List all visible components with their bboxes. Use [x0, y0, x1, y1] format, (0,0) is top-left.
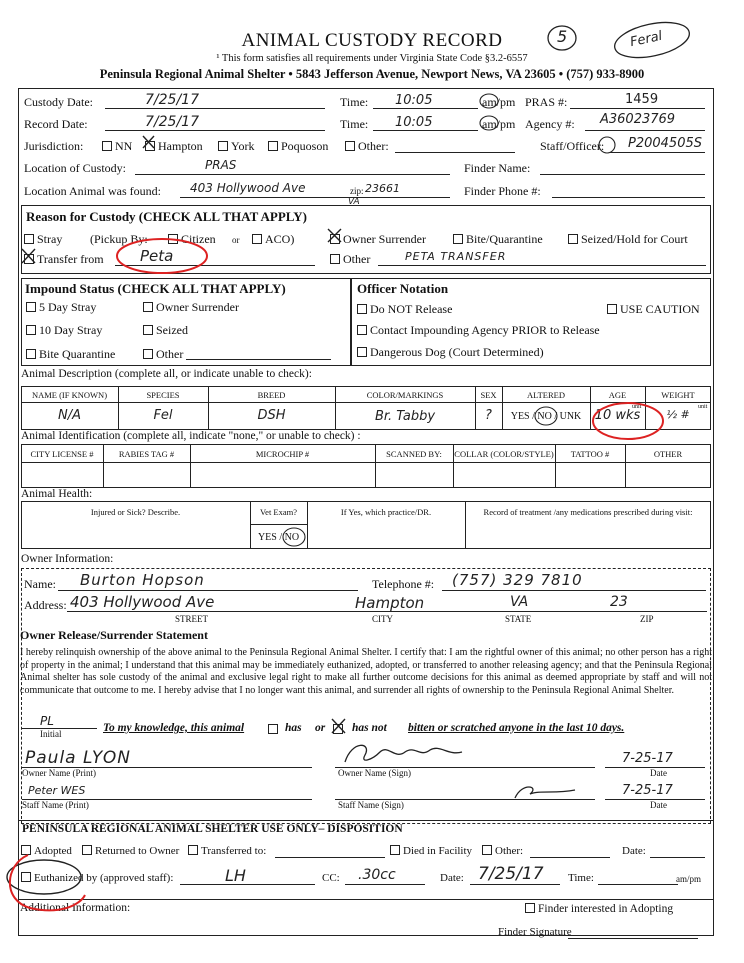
- other-value[interactable]: PETA TRANSFER: [405, 250, 507, 263]
- vet-exam-value[interactable]: YES / NO: [257, 532, 300, 543]
- impound-other[interactable]: Other: [143, 347, 183, 362]
- officer-dangerous[interactable]: Dangerous Dog (Court Determined): [357, 345, 544, 360]
- id-col-city-license: CITY LICENSE #: [30, 449, 94, 459]
- custody-date-value[interactable]: 7/25/17: [145, 92, 199, 108]
- owner-state-value[interactable]: VA: [510, 594, 529, 610]
- time-label-2: Time:: [340, 117, 369, 131]
- juris-nn[interactable]: NN: [102, 139, 132, 154]
- custody-date-label: Custody Date:: [24, 95, 93, 109]
- jurisdiction-label: Jurisdiction:: [24, 139, 84, 153]
- owner-phone-value[interactable]: (757) 329 7810: [452, 571, 583, 589]
- time-label-1: Time:: [340, 95, 369, 109]
- col-altered: ALTERED: [527, 390, 565, 400]
- zip-label: zip:: [350, 186, 364, 196]
- record-date-label: Record Date:: [24, 117, 88, 131]
- finder-signature-label: Finder Signature: [498, 926, 572, 938]
- juris-york[interactable]: York: [218, 139, 254, 154]
- release-statement: I hereby relinquish ownership of the above animal to the Peninsula Regional Animal Shelter. I certify that: I am the rightful owner of this animal; no other person has a right of property in the animal; I understand that this animal may be immediately euthanized, adopted, or transferred to another releasing agency; and that the Peninsula Regional Animal shelter has sole custody of the animal and exclusive legal right to make all further outcome decisions for this animal as deemed appropriate by staff and will not communicate that outcome to me. I hereby advise that I no longer want this animal, and surrender all rights of ownership to the Peninsula Regional Animal Shelter.: [20, 647, 712, 696]
- owner-zip-value[interactable]: 23: [610, 594, 628, 610]
- pras-label: PRAS #:: [525, 95, 568, 109]
- impound-heading: Impound Status (CHECK ALL THAT APPLY): [25, 281, 286, 296]
- edate-value[interactable]: 7/25/17: [478, 864, 544, 884]
- age-unit-label: unit: [632, 404, 642, 410]
- agency-label: Agency #:: [525, 117, 575, 131]
- owner-print-caption: Owner Name (Print): [22, 768, 96, 778]
- reason-other[interactable]: Other: [330, 252, 370, 267]
- val-color[interactable]: Br. Tabby: [374, 409, 436, 424]
- form-title: ANIMAL CUSTODY RECORD: [241, 30, 503, 51]
- impound-owner-surrender[interactable]: Owner Surrender: [143, 300, 239, 315]
- bitten-text: bitten or scratched anyone in the last 10 days.: [408, 722, 625, 734]
- id-col-scanned: SCANNED BY:: [386, 449, 442, 459]
- val-sex[interactable]: ?: [485, 408, 492, 423]
- disposition-heading: PENINSULA REGIONAL ANIMAL SHELTER USE ONLY– DISPOSITION: [22, 823, 403, 835]
- reason-bite[interactable]: Bite/Quarantine: [453, 232, 543, 247]
- staff-date-value[interactable]: 7-25-17: [622, 783, 673, 798]
- health-label: Animal Health:: [21, 488, 93, 500]
- owner-date-caption: Date: [650, 768, 667, 778]
- ampm-2: am/pm: [482, 117, 516, 131]
- col-age: AGE: [608, 390, 627, 400]
- shelter-address: Peninsula Regional Animal Shelter • 5843 Jefferson Avenue, Newport News, VA 23605 • (757) 933-8900: [99, 67, 645, 81]
- disp-euthanized[interactable]: Euthanized by (approved staff):: [21, 872, 173, 884]
- impound-seized[interactable]: Seized: [143, 323, 188, 338]
- id-col-tattoo: TATTOO #: [570, 449, 610, 459]
- animal-desc-label: Animal Description (complete all, or indicate unable to check):: [21, 368, 312, 380]
- agency-value[interactable]: A36023769: [600, 112, 676, 127]
- juris-hampton[interactable]: Hampton: [145, 139, 203, 154]
- initial-value[interactable]: PL: [40, 714, 54, 728]
- initial-caption: Initial: [40, 729, 62, 739]
- zip-value[interactable]: 23661: [365, 182, 400, 195]
- additional-info-label: Additional Information:: [20, 902, 131, 914]
- val-age[interactable]: 10 wks: [594, 408, 641, 423]
- owner-address-value[interactable]: 403 Hollywood Ave: [70, 593, 215, 611]
- id-col-microchip: MICROCHIP #: [255, 449, 310, 459]
- owner-phone-label: Telephone #:: [372, 577, 435, 591]
- release-heading: Owner Release/Surrender Statement: [20, 628, 208, 642]
- transfer-value[interactable]: Peta: [140, 247, 174, 265]
- impound-5day[interactable]: 5 Day Stray: [26, 300, 96, 315]
- reason-transfer[interactable]: Transfer from: [24, 252, 104, 267]
- col-breed: BREED: [257, 390, 286, 400]
- impound-bite-quarantine[interactable]: Bite Quarantine: [26, 347, 115, 362]
- disp-died[interactable]: Died in Facility: [390, 845, 472, 857]
- state-caption: STATE: [505, 614, 532, 624]
- city-caption: CITY: [372, 614, 393, 624]
- reason-citizen[interactable]: Citizen: [168, 232, 216, 247]
- reason-owner-surrender[interactable]: Owner Surrender: [330, 232, 426, 247]
- finder-phone-label: Finder Phone #:: [464, 184, 541, 198]
- animal-id-label: Animal Identification (complete all, indicate "none," or unable to check) :: [21, 430, 361, 442]
- officer-do-not-release[interactable]: Do NOT Release: [357, 302, 452, 317]
- staff-label: Staff/Officer:: [540, 139, 605, 153]
- col-sex: SEX: [480, 390, 497, 400]
- staff-print-caption: Staff Name (Print): [22, 800, 89, 810]
- staff-value[interactable]: P2004505S: [628, 136, 702, 151]
- health-col-practice: If Yes, which practice/DR.: [340, 507, 432, 517]
- has-not-checkbox[interactable]: [333, 722, 346, 737]
- annot-feral: Feral: [628, 28, 664, 51]
- id-col-collar: COLLAR (COLOR/STYLE): [454, 449, 554, 459]
- juris-poquoson[interactable]: Poquoson: [268, 139, 328, 154]
- val-breed[interactable]: DSH: [257, 408, 286, 423]
- knowledge-text: To my knowledge, this animal: [103, 722, 245, 734]
- disp-other[interactable]: Other:: [482, 845, 523, 857]
- health-col-vet: Vet Exam?: [259, 507, 298, 517]
- col-species: SPECIES: [146, 390, 180, 400]
- location-found-label: Location Animal was found:: [24, 184, 161, 198]
- owner-address-label: Address:: [24, 598, 67, 612]
- reason-heading: Reason for Custody (CHECK ALL THAT APPLY): [26, 209, 307, 224]
- owner-date-value[interactable]: 7-25-17: [622, 751, 673, 766]
- reason-aco[interactable]: ACO): [252, 232, 294, 247]
- officer-heading: Officer Notation: [357, 281, 449, 296]
- owner-city-value[interactable]: Hampton: [355, 594, 425, 612]
- zip-note: VA: [348, 197, 360, 207]
- etime-ampm: am/pm: [676, 874, 701, 884]
- val-altered[interactable]: YES / NO / UNK: [510, 411, 582, 422]
- juris-other[interactable]: Other:: [345, 139, 389, 154]
- id-col-other: OTHER: [653, 449, 683, 459]
- health-col-injured: Injured or Sick? Describe.: [90, 507, 181, 517]
- cc-value[interactable]: .30cc: [358, 867, 396, 883]
- finder-interest[interactable]: Finder interested in Adopting: [525, 903, 673, 915]
- staff-sign-caption: Staff Name (Sign): [338, 800, 404, 810]
- has-label: has: [285, 722, 302, 734]
- reason-seized-hold[interactable]: Seized/Hold for Court: [568, 232, 688, 247]
- id-col-rabies: RABIES TAG #: [118, 449, 175, 459]
- has-not-label: has not: [352, 722, 387, 734]
- time-value-1[interactable]: 10:05: [395, 93, 433, 108]
- staff-date-caption: Date: [650, 800, 667, 810]
- reason-stray[interactable]: Stray: [24, 232, 62, 247]
- owner-info-label: Owner Information:: [21, 553, 114, 565]
- finder-name-label: Finder Name:: [464, 161, 531, 175]
- pras-value[interactable]: 1459: [625, 92, 659, 107]
- disp-date-label: Date:: [622, 845, 646, 857]
- time-value-2[interactable]: 10:05: [395, 115, 433, 130]
- health-col-treatment: Record of treatment /any medications prescribed during visit:: [483, 507, 693, 517]
- val-species[interactable]: Fel: [153, 408, 173, 423]
- annot-number: 5: [557, 27, 568, 46]
- location-custody-label: Location of Custody:: [24, 161, 126, 175]
- col-color: COLOR/MARKINGS: [366, 390, 444, 400]
- edate-label: Date:: [440, 872, 464, 884]
- officer-use-caution[interactable]: USE CAUTION: [607, 302, 700, 317]
- form-subtitle: ¹ This form satisfies all requirements under Virginia State Code §3.2-6557: [216, 53, 528, 64]
- street-caption: STREET: [175, 614, 208, 624]
- owner-print-value[interactable]: Paula LYON: [25, 748, 132, 768]
- euth-value[interactable]: LH: [225, 866, 246, 885]
- owner-name-label: Name:: [24, 577, 56, 591]
- val-name[interactable]: N/A: [58, 408, 81, 423]
- col-name: NAME (IF KNOWN): [31, 390, 108, 400]
- pickup-by-label: (Pickup By:: [90, 232, 148, 246]
- record-date-value[interactable]: 7/25/17: [145, 114, 199, 130]
- location-custody-value[interactable]: PRAS: [205, 158, 237, 172]
- col-weight: WEIGHT: [661, 390, 695, 400]
- ampm-1: am/pm: [482, 95, 516, 109]
- officer-contact[interactable]: Contact Impounding Agency PRIOR to Release: [357, 323, 600, 338]
- disp-adopted[interactable]: Adopted: [21, 845, 72, 857]
- cc-label: CC:: [322, 872, 340, 884]
- owner-sign-caption: Owner Name (Sign): [338, 768, 411, 778]
- staff-print-value[interactable]: Peter WES: [28, 784, 86, 797]
- disp-returned[interactable]: Returned to Owner: [82, 845, 179, 857]
- disp-transferred[interactable]: Transferred to:: [188, 845, 266, 857]
- owner-name-value[interactable]: Burton Hopson: [80, 571, 205, 589]
- impound-10day[interactable]: 10 Day Stray: [26, 323, 102, 338]
- val-weight[interactable]: ½ #: [666, 408, 690, 421]
- location-found-value[interactable]: 403 Hollywood Ave: [190, 181, 306, 195]
- or-label: or: [232, 235, 240, 245]
- or-label-2: or: [315, 722, 326, 734]
- zip-caption: ZIP: [640, 614, 654, 624]
- etime-label: Time:: [568, 872, 594, 884]
- weight-unit-label: unit: [698, 404, 708, 410]
- has-checkbox[interactable]: [268, 722, 281, 737]
